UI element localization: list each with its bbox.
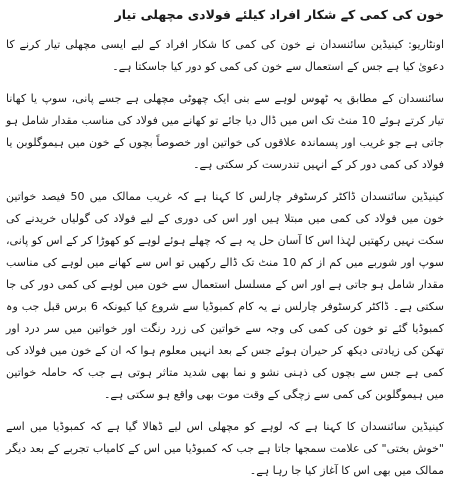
article-paragraph-intro: اونٹاریو: کینیڈین سائنسدان نے خون کی کمی کا شکار افراد کے لیے ایسی مچھلی تیار کرنے کا دعویٰ کیا ہے جس کے استعمال سے خون کی کمی کو دور کیا جاسکتا ہے۔: [6, 38, 444, 73]
article-paragraph-research: کینیڈین سائنسدان ڈاکٹر کرسٹوفر چارلس کا کہنا ہے کہ غریب ممالک میں 50 فیصد خواتین خون میں فولاد کی کمی میں مبتلا ہیں اور اس کی دوری کے لیے فولاد کی گولیاں خریدنے کی سکت نہیں رکھتیں لہٰذا اس کا آسان حل یہ ہے کہ چھلے ہوئے لوہے کو کھوڑا کر کے اس کو پانی، سوپ اور شوربے میں کم از کم 10 منٹ تک ڈالے رکھیں تو اس سے کھانے میں لوہے کی مناسب مقدار شامل ہو جاتی ہے اور اس کے مسلسل استعمال سے خون میں لوہے کی کمی دور کی جا سکتی ہے۔ ڈاکٹر کرسٹوفر چارلس نے یہ کام کمبوڈیا سے شروع کیا کیونکہ 6 برس قبل جب وہ کمبوڈیا گئے تو خون کی کمی کی وجہ سے خواتین کی زرد رنگت اور خواتین میں سر درد اور تھکن کی زیادتی دیکھ کر حیران ہوئے جس کے بعد انہیں معلوم ہوا کہ ان کے خون میں فولاد کی کمی ہے جس سے بچوں کی ذہنی نشو و نما بھی شدید متاثر ہوتی ہے جب کہ حاملہ خواتین میں ہیموگلوبن کی کمی سے زچگی کے وقت موت بھی واقع ہو سکتی ہے۔: [6, 190, 445, 401]
article-paragraph-mechanism: سائنسدان کے مطابق یہ ٹھوس لوہے سے بنی ایک چھوٹی مچھلی ہے جسے پانی، سوپ یا کھانا تیار کرتے ہوئے 10 منٹ تک اس میں ڈال دیا جائے تو کھانے میں فولاد کی مناسب مقدار شامل ہو جاتی ہے جو غریب اور پسماندہ علاقوں کی خواتین اور خصوصاً بچوں کے خون میں ہیموگلوبن یا فولاد کی کمی دور کر کے انہیں تندرست کر سکتی ہے۔: [6, 92, 444, 171]
article-paragraph-closing: کینیڈین سائنسدان کا کہنا ہے کہ لوہے کو مچھلی اس لیے ڈھالا گیا ہے کہ کمبوڈیا میں اسے "خوش بختی" کی علامت سمجھا جاتا ہے جب کہ کمبوڈیا میں اس کے کامیاب تجربے کے بعد دیگر ممالک میں بھی اس کا آغاز کیا جا رہا ہے۔: [6, 420, 444, 477]
article-headline: خون کی کمی کے شکار افراد کیلئے فولادی مچھلی تیار: [114, 7, 444, 22]
